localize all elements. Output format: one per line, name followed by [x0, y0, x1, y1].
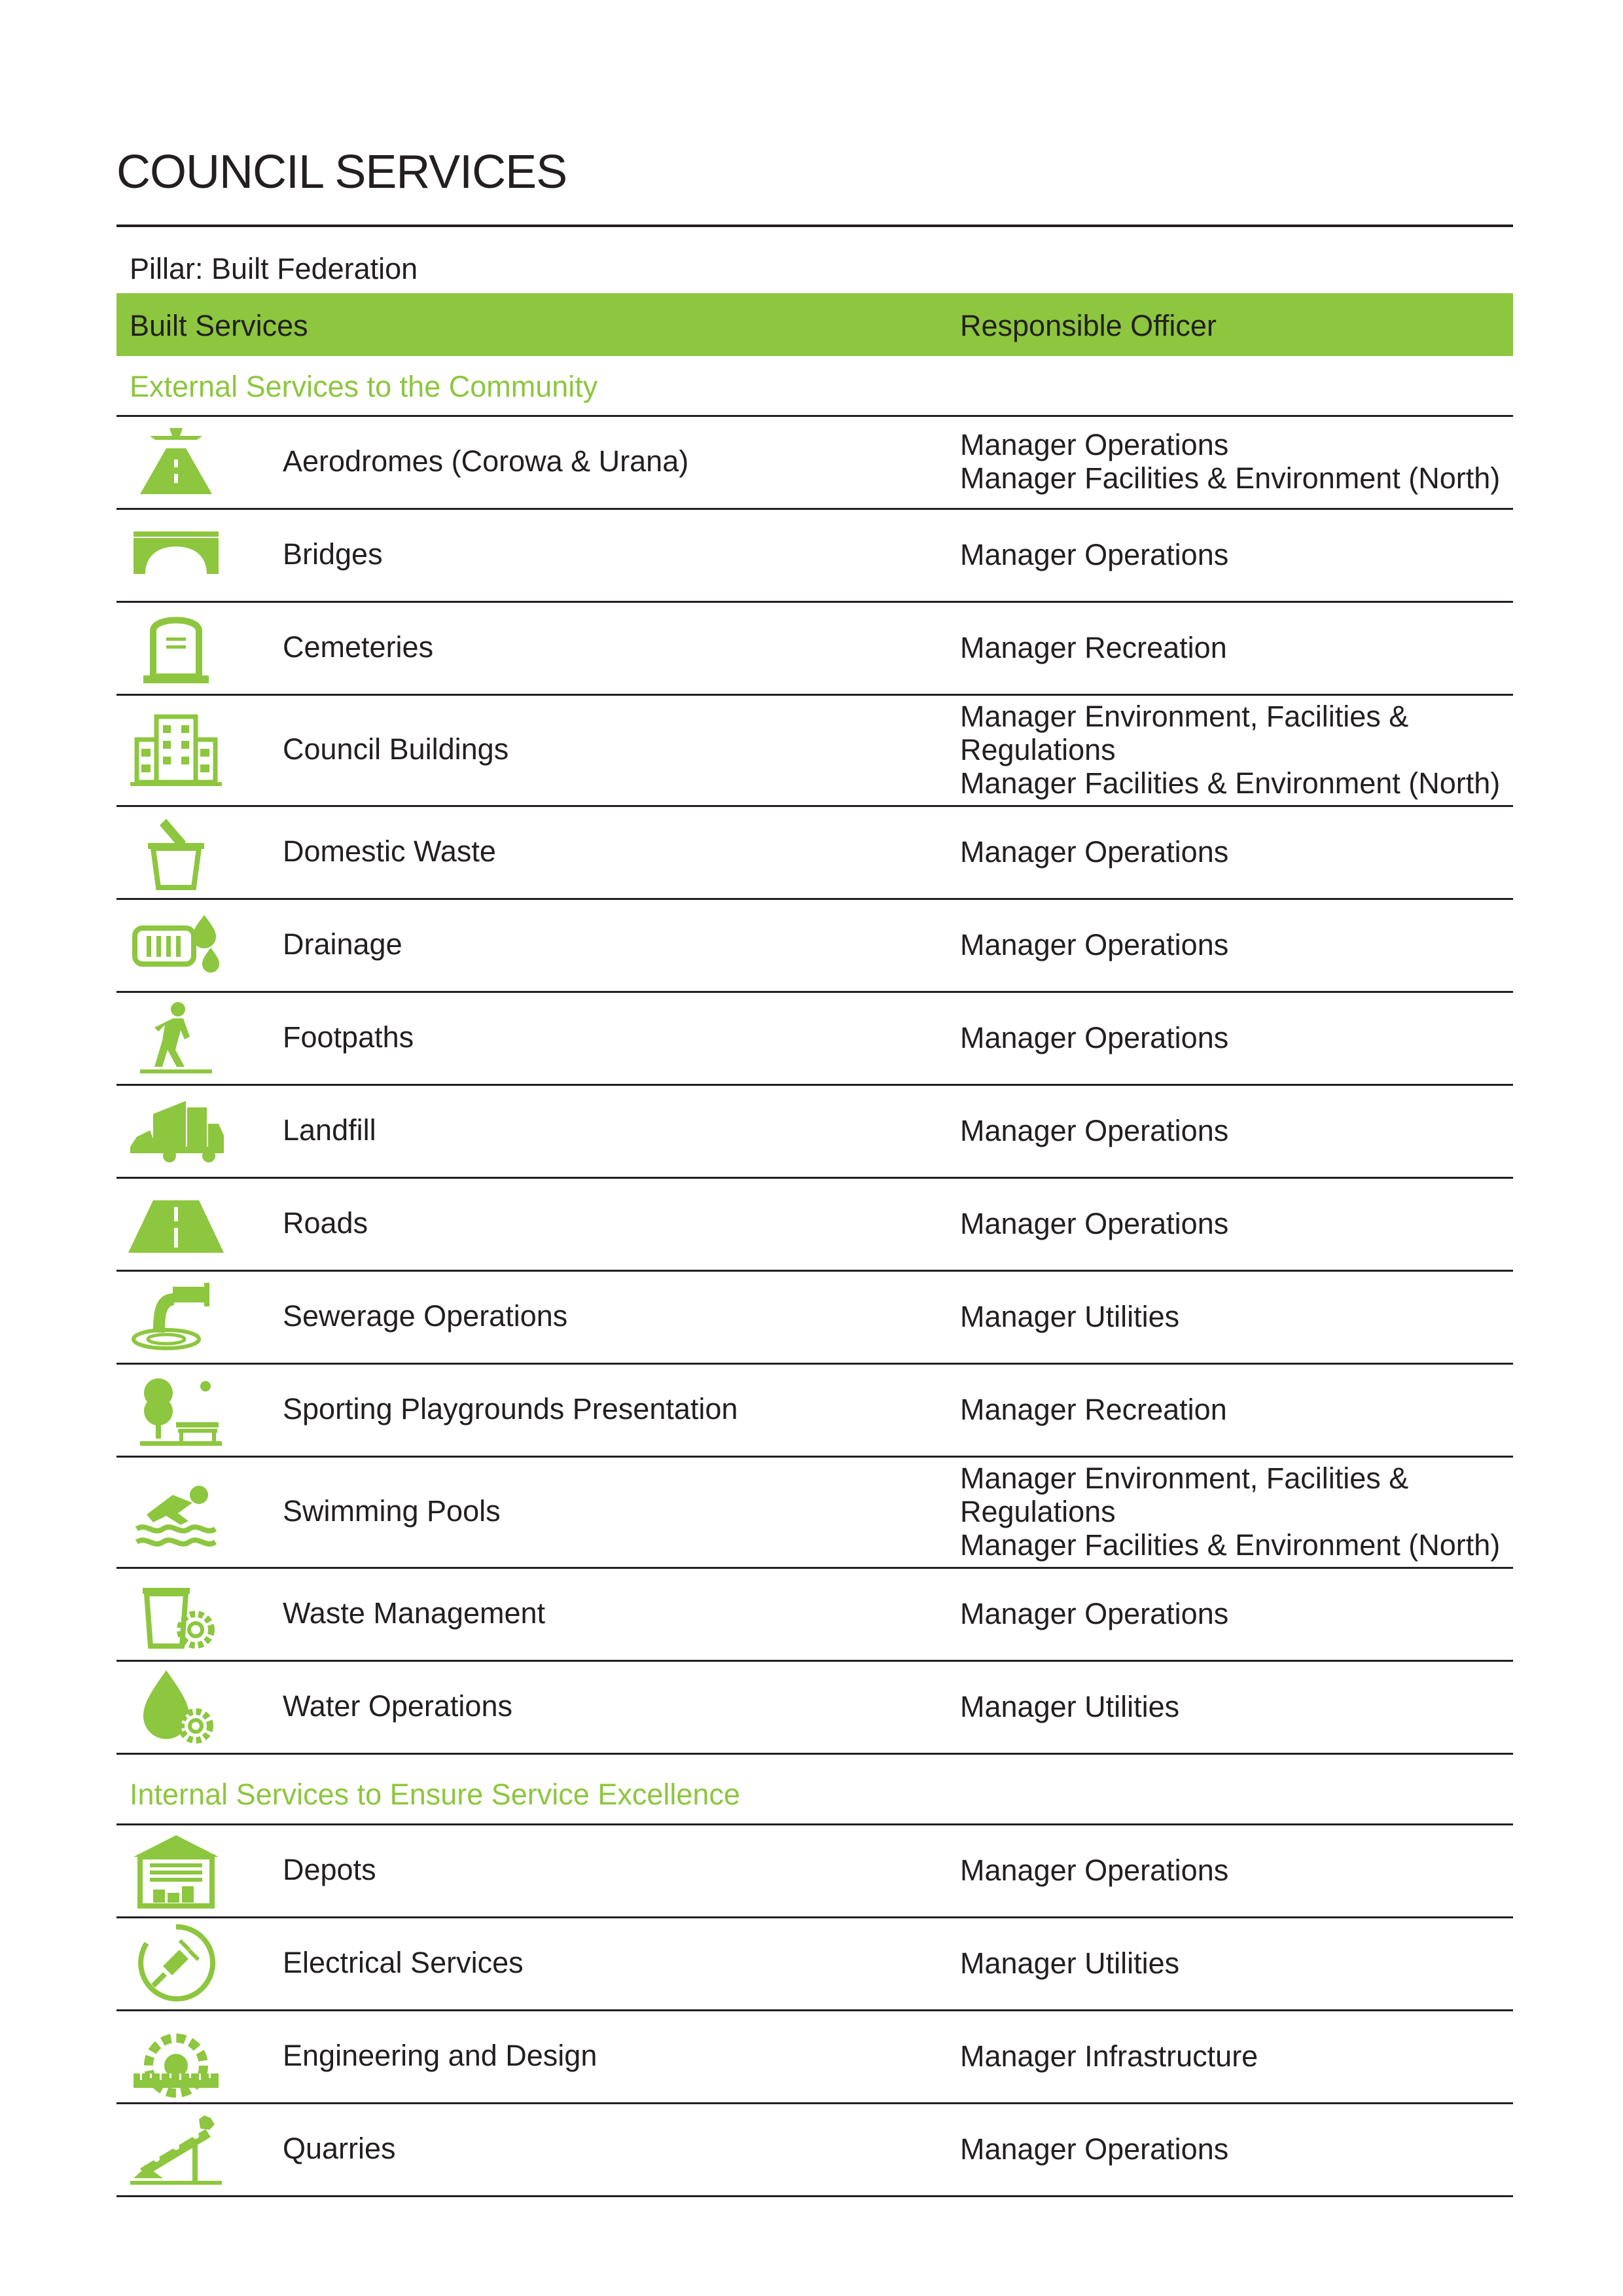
officer-line: Manager Operations — [960, 428, 1229, 461]
bin-gear-icon — [127, 1571, 225, 1656]
table-row — [116, 1916, 1513, 2009]
section-heading-external: External Services to the Community — [130, 370, 598, 403]
table-row — [116, 1456, 1513, 1567]
table-row — [116, 694, 1513, 805]
table-header — [116, 293, 1513, 356]
drain-grate-icon — [127, 902, 225, 987]
officer-line: Manager Operations — [960, 1020, 1229, 1054]
service-name: Cemeteries — [283, 630, 434, 664]
service-name: Quarries — [283, 2132, 396, 2165]
table-row — [116, 1084, 1513, 1177]
table-row — [116, 508, 1513, 601]
officer-line: Manager Utilities — [960, 1946, 1180, 1980]
responsible-officer — [960, 1946, 1179, 1980]
building-icon — [127, 707, 225, 792]
row-divider — [116, 1753, 1513, 1755]
table-row — [116, 601, 1513, 694]
service-name: Landfill — [283, 1113, 376, 1147]
officer-line: Manager Recreation — [960, 630, 1227, 664]
table-row — [116, 1177, 1513, 1270]
table-row — [116, 805, 1513, 898]
responsible-officer — [960, 1597, 1228, 1630]
service-name: Waste Management — [283, 1596, 546, 1630]
water-drop-gear-icon — [127, 1664, 225, 1749]
responsible-officer — [960, 1462, 1500, 1562]
officer-line: Manager Operations — [960, 1853, 1229, 1887]
service-name: Engineering and Design — [283, 2039, 597, 2072]
service-name: Drainage — [283, 927, 402, 961]
officer-line: Manager Operations — [960, 1113, 1229, 1147]
airplane-runway-icon — [127, 419, 225, 504]
officer-line: Regulations — [960, 732, 1116, 766]
service-name: Sporting Playgrounds Presentation — [283, 1392, 738, 1426]
service-name: Electrical Services — [283, 1946, 524, 1979]
responsible-officer — [960, 2132, 1228, 2166]
service-name: Aerodromes (Corowa & Urana) — [283, 444, 689, 478]
table-row — [116, 1363, 1513, 1456]
table-row — [116, 1270, 1513, 1363]
officer-line: Manager Recreation — [960, 1392, 1227, 1426]
bin-disposal-icon — [127, 809, 225, 894]
service-name: Depots — [283, 1853, 376, 1886]
officer-line: Manager Operations — [960, 927, 1229, 961]
pedestrian-icon — [127, 995, 225, 1080]
table-row — [116, 415, 1513, 508]
officer-line: Manager Environment, Facilities & — [960, 1461, 1409, 1495]
responsible-officer — [960, 428, 1500, 495]
officer-line: Manager Utilities — [960, 1689, 1180, 1723]
service-name: Swimming Pools — [283, 1494, 501, 1528]
officer-line: Manager Utilities — [960, 1299, 1180, 1333]
title-divider — [116, 224, 1513, 227]
responsible-officer — [960, 538, 1228, 571]
table-row — [116, 2009, 1513, 2102]
page-title: COUNCIL SERVICES — [116, 146, 567, 198]
officer-line: Regulations — [960, 1494, 1116, 1528]
header-officer: Responsible Officer — [960, 309, 1217, 342]
table-row — [116, 898, 1513, 991]
bridge-icon — [127, 512, 225, 597]
service-name: Council Buildings — [283, 732, 509, 766]
responsible-officer — [960, 2039, 1258, 2073]
officer-line: Manager Facilities & Environment (North) — [960, 461, 1501, 495]
responsible-officer — [960, 1300, 1179, 1333]
header-services: Built Services — [130, 309, 308, 342]
officer-line: Manager Operations — [960, 1596, 1229, 1630]
service-name: Roads — [283, 1206, 368, 1240]
pillar-label: Pillar: Built Federation — [130, 252, 418, 285]
responsible-officer — [960, 1021, 1228, 1054]
garbage-truck-icon — [127, 1088, 225, 1173]
service-name: Bridges — [283, 537, 383, 571]
conveyor-quarry-icon — [127, 2106, 225, 2191]
warehouse-icon — [127, 1827, 225, 1912]
officer-line: Manager Operations — [960, 834, 1229, 869]
park-tree-bench-icon — [127, 1367, 225, 1452]
responsible-officer — [960, 1854, 1228, 1887]
sewer-pipe-icon — [127, 1274, 225, 1359]
service-name: Water Operations — [283, 1689, 512, 1723]
responsible-officer — [960, 928, 1228, 961]
officer-line: Manager Facilities & Environment (North) — [960, 766, 1501, 800]
responsible-officer — [960, 835, 1228, 869]
responsible-officer — [960, 1393, 1227, 1426]
gear-ruler-icon — [127, 2013, 225, 2098]
officer-line: Manager Operations — [960, 537, 1229, 571]
responsible-officer — [960, 1690, 1179, 1723]
table-row — [116, 991, 1513, 1084]
service-name: Domestic Waste — [283, 834, 496, 868]
road-icon — [127, 1181, 225, 1266]
section-heading-internal: Internal Services to Ensure Service Excellence — [130, 1778, 740, 1811]
service-name: Footpaths — [283, 1020, 414, 1054]
officer-line: Manager Facilities & Environment (North) — [960, 1528, 1501, 1562]
table-row — [116, 1567, 1513, 1660]
row-divider — [116, 2195, 1513, 2197]
swimmer-icon — [127, 1469, 225, 1554]
service-name: Sewerage Operations — [283, 1299, 568, 1333]
officer-line: Manager Environment, Facilities & — [960, 699, 1409, 733]
table-row — [116, 1660, 1513, 1753]
table-row — [116, 2102, 1513, 2195]
electric-plug-icon — [127, 1920, 225, 2005]
responsible-officer — [960, 631, 1227, 664]
officer-line: Manager Operations — [960, 1206, 1229, 1240]
officer-line: Manager Infrastructure — [960, 2039, 1258, 2073]
responsible-officer — [960, 700, 1500, 800]
headstone-icon — [127, 605, 225, 690]
responsible-officer — [960, 1114, 1228, 1147]
table-row — [116, 1823, 1513, 1916]
officer-line: Manager Operations — [960, 2132, 1229, 2166]
responsible-officer — [960, 1207, 1228, 1240]
